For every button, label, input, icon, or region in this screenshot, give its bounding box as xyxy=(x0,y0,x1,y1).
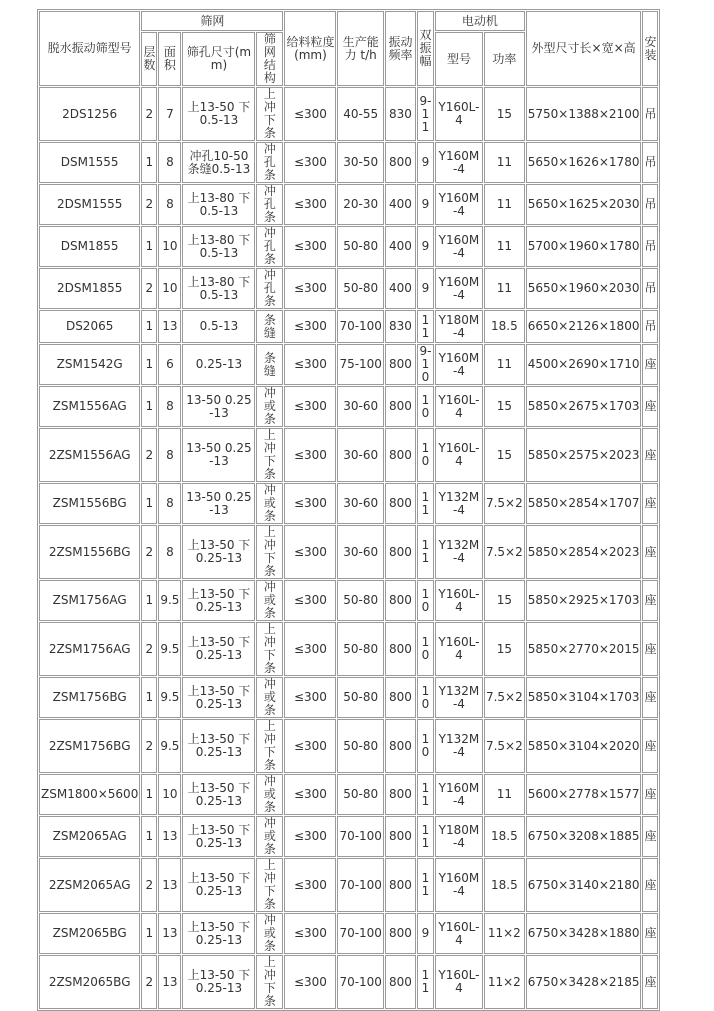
cell-frequency: 800 xyxy=(385,913,416,954)
cell-amplitude: 9 xyxy=(417,226,434,267)
cell-feed-size: ≤300 xyxy=(284,428,336,482)
header-area: 面积 xyxy=(158,32,181,86)
header-feed-size: 给料粒度(mm) xyxy=(284,11,336,86)
cell-dimensions: 4500×2690×1710 xyxy=(526,344,642,385)
cell-aperture: 13-50 0.25-13 xyxy=(182,428,255,482)
cell-motor-power: 15 xyxy=(484,386,525,427)
cell-motor-model: Y160M-4 xyxy=(435,142,483,183)
cell-area: 13 xyxy=(158,816,181,857)
cell-frequency: 800 xyxy=(385,858,416,912)
cell-aperture: 上13-50 下0.25-13 xyxy=(182,580,255,621)
cell-feed-size: ≤300 xyxy=(284,816,336,857)
header-motor: 电动机 xyxy=(435,11,525,31)
cell-capacity: 50-80 xyxy=(337,226,384,267)
cell-capacity: 70-100 xyxy=(337,913,384,954)
table-row xyxy=(39,184,658,225)
cell-aperture: 上13-50 下0.25-13 xyxy=(182,774,255,815)
cell-motor-model: Y160M-4 xyxy=(435,774,483,815)
cell-aperture: 上13-50 下0.25-13 xyxy=(182,525,255,579)
cell-amplitude: 11 xyxy=(417,483,434,524)
cell-layers: 2 xyxy=(141,858,157,912)
cell-structure: 上冲下条 xyxy=(256,955,283,1009)
cell-model: 2ZSM1556BG xyxy=(39,525,140,579)
cell-aperture: 上13-50 下0.25-13 xyxy=(182,913,255,954)
table-row xyxy=(39,677,658,718)
header-layers: 层数 xyxy=(141,32,157,86)
cell-capacity: 30-60 xyxy=(337,386,384,427)
cell-model: 2DSM1555 xyxy=(39,184,140,225)
cell-aperture: 上13-50 下0.25-13 xyxy=(182,955,255,1009)
cell-feed-size: ≤300 xyxy=(284,344,336,385)
cell-aperture: 0.5-13 xyxy=(182,310,255,343)
cell-amplitude: 11 xyxy=(417,310,434,343)
cell-dimensions: 5850×3104×1703 xyxy=(526,677,642,718)
cell-structure: 上冲下条 xyxy=(256,525,283,579)
cell-motor-power: 11×2 xyxy=(484,913,525,954)
cell-aperture: 上13-80 下0.5-13 xyxy=(182,268,255,309)
cell-capacity: 50-80 xyxy=(337,677,384,718)
cell-aperture: 0.25-13 xyxy=(182,344,255,385)
cell-model: 2ZSM2065BG xyxy=(39,955,140,1009)
cell-frequency: 400 xyxy=(385,226,416,267)
cell-dimensions: 5850×3104×2020 xyxy=(526,719,642,773)
cell-aperture: 13-50 0.25-13 xyxy=(182,483,255,524)
cell-motor-model: Y160L-4 xyxy=(435,386,483,427)
cell-install: 座 xyxy=(642,677,658,718)
cell-dimensions: 5600×2778×1577 xyxy=(526,774,642,815)
cell-layers: 1 xyxy=(141,913,157,954)
cell-area: 13 xyxy=(158,955,181,1009)
header-model: 脱水振动筛型号 xyxy=(39,11,140,86)
cell-feed-size: ≤300 xyxy=(284,774,336,815)
header-motor-model: 型号 xyxy=(435,32,483,86)
cell-aperture: 上13-50 下0.25-13 xyxy=(182,677,255,718)
cell-dimensions: 6750×3208×1885 xyxy=(526,816,642,857)
cell-model: ZSM2065AG xyxy=(39,816,140,857)
table-row xyxy=(39,87,658,141)
cell-model: ZSM1800×5600 xyxy=(39,774,140,815)
cell-frequency: 800 xyxy=(385,142,416,183)
cell-capacity: 75-100 xyxy=(337,344,384,385)
header-aperture: 筛孔尺寸(mm) xyxy=(182,32,255,86)
cell-model: ZSM1542G xyxy=(39,344,140,385)
cell-structure: 条缝 xyxy=(256,310,283,343)
cell-motor-model: Y160M-4 xyxy=(435,184,483,225)
cell-model: 2DS1256 xyxy=(39,87,140,141)
cell-structure: 上冲下条 xyxy=(256,858,283,912)
cell-feed-size: ≤300 xyxy=(284,184,336,225)
cell-motor-power: 11 xyxy=(484,184,525,225)
cell-dimensions: 6750×3140×2180 xyxy=(526,858,642,912)
cell-install: 座 xyxy=(642,580,658,621)
cell-frequency: 830 xyxy=(385,310,416,343)
cell-model: 2ZSM1556AG xyxy=(39,428,140,482)
cell-install: 吊 xyxy=(642,184,658,225)
cell-capacity: 50-80 xyxy=(337,622,384,676)
cell-frequency: 800 xyxy=(385,774,416,815)
table-row xyxy=(39,310,658,343)
cell-structure: 冲或条 xyxy=(256,483,283,524)
cell-motor-model: Y160L-4 xyxy=(435,428,483,482)
cell-motor-power: 7.5×2 xyxy=(484,719,525,773)
cell-motor-power: 15 xyxy=(484,622,525,676)
cell-amplitude: 10 xyxy=(417,719,434,773)
cell-amplitude: 11 xyxy=(417,525,434,579)
cell-layers: 1 xyxy=(141,816,157,857)
header-motor-power: 功率 xyxy=(484,32,525,86)
cell-structure: 条缝 xyxy=(256,344,283,385)
table-row xyxy=(39,525,658,579)
cell-capacity: 30-60 xyxy=(337,483,384,524)
cell-dimensions: 5750×1388×2100 xyxy=(526,87,642,141)
cell-model: DSM1555 xyxy=(39,142,140,183)
cell-structure: 冲或条 xyxy=(256,386,283,427)
cell-layers: 2 xyxy=(141,184,157,225)
cell-structure: 上冲下条 xyxy=(256,719,283,773)
table-row xyxy=(39,142,658,183)
cell-structure: 上冲下条 xyxy=(256,622,283,676)
cell-install: 座 xyxy=(642,816,658,857)
cell-feed-size: ≤300 xyxy=(284,268,336,309)
cell-install: 座 xyxy=(642,344,658,385)
cell-layers: 1 xyxy=(141,580,157,621)
cell-model: ZSM1756AG xyxy=(39,580,140,621)
cell-area: 13 xyxy=(158,913,181,954)
cell-dimensions: 5850×2675×1703 xyxy=(526,386,642,427)
table-row xyxy=(39,226,658,267)
table-row xyxy=(39,816,658,857)
cell-motor-power: 11 xyxy=(484,142,525,183)
cell-area: 13 xyxy=(158,310,181,343)
cell-feed-size: ≤300 xyxy=(284,580,336,621)
cell-aperture: 冲孔10-50 条缝0.5-13 xyxy=(182,142,255,183)
cell-amplitude: 11 xyxy=(417,955,434,1009)
table-row xyxy=(39,913,658,954)
cell-area: 8 xyxy=(158,525,181,579)
cell-frequency: 800 xyxy=(385,525,416,579)
cell-aperture: 上13-50 下0.25-13 xyxy=(182,719,255,773)
cell-frequency: 800 xyxy=(385,622,416,676)
cell-install: 吊 xyxy=(642,226,658,267)
cell-capacity: 50-80 xyxy=(337,774,384,815)
cell-motor-power: 18.5 xyxy=(484,816,525,857)
cell-layers: 2 xyxy=(141,268,157,309)
cell-structure: 冲孔条 xyxy=(256,142,283,183)
cell-capacity: 30-60 xyxy=(337,525,384,579)
cell-motor-model: Y160L-4 xyxy=(435,580,483,621)
cell-feed-size: ≤300 xyxy=(284,142,336,183)
cell-frequency: 800 xyxy=(385,816,416,857)
table-row xyxy=(39,622,658,676)
cell-motor-model: Y160M-4 xyxy=(435,268,483,309)
cell-area: 8 xyxy=(158,483,181,524)
cell-layers: 2 xyxy=(141,87,157,141)
table-row xyxy=(39,858,658,912)
cell-feed-size: ≤300 xyxy=(284,719,336,773)
cell-amplitude: 9 xyxy=(417,913,434,954)
cell-motor-model: Y160M-4 xyxy=(435,226,483,267)
cell-dimensions: 5850×2854×2023 xyxy=(526,525,642,579)
table-row xyxy=(39,580,658,621)
cell-motor-power: 11×2 xyxy=(484,955,525,1009)
cell-frequency: 800 xyxy=(385,483,416,524)
cell-structure: 上冲下条 xyxy=(256,87,283,141)
cell-layers: 1 xyxy=(141,774,157,815)
cell-capacity: 30-50 xyxy=(337,142,384,183)
table-row xyxy=(39,344,658,385)
cell-frequency: 800 xyxy=(385,344,416,385)
cell-capacity: 70-100 xyxy=(337,310,384,343)
cell-area: 9.5 xyxy=(158,677,181,718)
cell-motor-power: 7.5×2 xyxy=(484,525,525,579)
cell-install: 座 xyxy=(642,525,658,579)
cell-feed-size: ≤300 xyxy=(284,858,336,912)
cell-amplitude: 11 xyxy=(417,774,434,815)
cell-structure: 冲孔条 xyxy=(256,268,283,309)
cell-amplitude: 10 xyxy=(417,428,434,482)
cell-feed-size: ≤300 xyxy=(284,622,336,676)
cell-motor-power: 11 xyxy=(484,774,525,815)
cell-amplitude: 10 xyxy=(417,386,434,427)
table-row xyxy=(39,955,658,1009)
cell-area: 8 xyxy=(158,142,181,183)
cell-amplitude: 9 xyxy=(417,268,434,309)
cell-dimensions: 5700×1960×1780 xyxy=(526,226,642,267)
header-amplitude: 双振幅 xyxy=(417,11,434,86)
cell-motor-model: Y160M-4 xyxy=(435,344,483,385)
cell-motor-model: Y160L-4 xyxy=(435,955,483,1009)
cell-area: 6 xyxy=(158,344,181,385)
table-row xyxy=(39,483,658,524)
cell-amplitude: 10 xyxy=(417,580,434,621)
cell-install: 座 xyxy=(642,719,658,773)
cell-capacity: 40-55 xyxy=(337,87,384,141)
cell-capacity: 20-30 xyxy=(337,184,384,225)
cell-area: 10 xyxy=(158,268,181,309)
cell-install: 吊 xyxy=(642,142,658,183)
cell-motor-power: 18.5 xyxy=(484,858,525,912)
cell-area: 8 xyxy=(158,386,181,427)
cell-feed-size: ≤300 xyxy=(284,913,336,954)
cell-model: DS2065 xyxy=(39,310,140,343)
cell-structure: 上冲下条 xyxy=(256,428,283,482)
cell-layers: 1 xyxy=(141,677,157,718)
cell-aperture: 上13-80 下0.5-13 xyxy=(182,184,255,225)
cell-structure: 冲或条 xyxy=(256,677,283,718)
cell-dimensions: 6750×3428×1880 xyxy=(526,913,642,954)
cell-frequency: 400 xyxy=(385,268,416,309)
cell-area: 13 xyxy=(158,858,181,912)
cell-motor-power: 18.5 xyxy=(484,310,525,343)
cell-dimensions: 5850×2770×2015 xyxy=(526,622,642,676)
cell-feed-size: ≤300 xyxy=(284,386,336,427)
cell-amplitude: 11 xyxy=(417,858,434,912)
cell-feed-size: ≤300 xyxy=(284,226,336,267)
cell-dimensions: 5650×1625×2030 xyxy=(526,184,642,225)
cell-motor-model: Y160L-4 xyxy=(435,913,483,954)
cell-aperture: 上13-50 下0.25-13 xyxy=(182,622,255,676)
cell-install: 座 xyxy=(642,913,658,954)
cell-frequency: 800 xyxy=(385,677,416,718)
cell-dimensions: 6750×3428×2185 xyxy=(526,955,642,1009)
cell-layers: 2 xyxy=(141,525,157,579)
cell-motor-power: 11 xyxy=(484,226,525,267)
cell-install: 吊 xyxy=(642,87,658,141)
cell-feed-size: ≤300 xyxy=(284,955,336,1009)
cell-layers: 1 xyxy=(141,142,157,183)
cell-feed-size: ≤300 xyxy=(284,525,336,579)
cell-layers: 1 xyxy=(141,226,157,267)
cell-model: ZSM1556BG xyxy=(39,483,140,524)
cell-dimensions: 6650×2126×1800 xyxy=(526,310,642,343)
cell-layers: 1 xyxy=(141,310,157,343)
cell-install: 吊 xyxy=(642,268,658,309)
cell-model: 2DSM1855 xyxy=(39,268,140,309)
cell-layers: 2 xyxy=(141,622,157,676)
cell-install: 座 xyxy=(642,858,658,912)
cell-motor-model: Y160L-4 xyxy=(435,622,483,676)
header-row-top xyxy=(39,11,658,31)
header-structure: 筛网结构 xyxy=(256,32,283,86)
cell-motor-model: Y132M-4 xyxy=(435,719,483,773)
spec-table xyxy=(37,9,660,1011)
cell-amplitude: 9-10 xyxy=(417,344,434,385)
cell-install: 座 xyxy=(642,428,658,482)
table-body xyxy=(39,87,658,1009)
cell-structure: 冲孔条 xyxy=(256,226,283,267)
cell-install: 座 xyxy=(642,774,658,815)
cell-amplitude: 10 xyxy=(417,677,434,718)
cell-layers: 1 xyxy=(141,344,157,385)
header-screen: 筛网 xyxy=(141,11,283,31)
cell-model: 2ZSM1756AG xyxy=(39,622,140,676)
cell-frequency: 800 xyxy=(385,580,416,621)
cell-install: 座 xyxy=(642,386,658,427)
cell-structure: 冲或条 xyxy=(256,580,283,621)
cell-area: 10 xyxy=(158,774,181,815)
cell-layers: 2 xyxy=(141,428,157,482)
cell-motor-model: Y160M-4 xyxy=(435,858,483,912)
cell-feed-size: ≤300 xyxy=(284,677,336,718)
cell-dimensions: 5850×2575×2023 xyxy=(526,428,642,482)
cell-amplitude: 10 xyxy=(417,622,434,676)
cell-model: ZSM1556AG xyxy=(39,386,140,427)
cell-capacity: 70-100 xyxy=(337,955,384,1009)
cell-motor-power: 15 xyxy=(484,428,525,482)
cell-dimensions: 5650×1626×1780 xyxy=(526,142,642,183)
cell-dimensions: 5850×2925×1703 xyxy=(526,580,642,621)
cell-motor-model: Y132M-4 xyxy=(435,525,483,579)
cell-area: 9.5 xyxy=(158,719,181,773)
cell-amplitude: 9-11 xyxy=(417,87,434,141)
cell-capacity: 50-80 xyxy=(337,268,384,309)
cell-layers: 1 xyxy=(141,483,157,524)
header-capacity: 生产能力 t/h xyxy=(337,11,384,86)
cell-feed-size: ≤300 xyxy=(284,483,336,524)
cell-motor-model: Y180M-4 xyxy=(435,816,483,857)
cell-motor-model: Y180M-4 xyxy=(435,310,483,343)
cell-capacity: 70-100 xyxy=(337,816,384,857)
cell-aperture: 上13-80 下0.5-13 xyxy=(182,226,255,267)
cell-dimensions: 5650×1960×2030 xyxy=(526,268,642,309)
cell-motor-model: Y132M-4 xyxy=(435,677,483,718)
table-row xyxy=(39,268,658,309)
cell-motor-power: 15 xyxy=(484,580,525,621)
cell-layers: 1 xyxy=(141,386,157,427)
cell-motor-power: 11 xyxy=(484,344,525,385)
cell-install: 座 xyxy=(642,622,658,676)
header-dimensions: 外型尺寸长×宽×高 xyxy=(526,11,642,86)
cell-aperture: 13-50 0.25-13 xyxy=(182,386,255,427)
cell-motor-power: 11 xyxy=(484,268,525,309)
cell-model: ZSM1756BG xyxy=(39,677,140,718)
cell-structure: 冲或条 xyxy=(256,774,283,815)
cell-amplitude: 11 xyxy=(417,816,434,857)
cell-motor-power: 15 xyxy=(484,87,525,141)
cell-structure: 冲或条 xyxy=(256,816,283,857)
cell-area: 8 xyxy=(158,428,181,482)
cell-frequency: 830 xyxy=(385,87,416,141)
cell-area: 9.5 xyxy=(158,622,181,676)
cell-frequency: 800 xyxy=(385,386,416,427)
cell-aperture: 上13-50 下0.25-13 xyxy=(182,858,255,912)
cell-layers: 2 xyxy=(141,719,157,773)
cell-install: 座 xyxy=(642,483,658,524)
cell-capacity: 50-80 xyxy=(337,580,384,621)
cell-frequency: 800 xyxy=(385,955,416,1009)
cell-model: DSM1855 xyxy=(39,226,140,267)
header-install: 安装 xyxy=(642,11,658,86)
cell-motor-model: Y132M-4 xyxy=(435,483,483,524)
cell-frequency: 800 xyxy=(385,719,416,773)
cell-amplitude: 9 xyxy=(417,184,434,225)
cell-amplitude: 9 xyxy=(417,142,434,183)
cell-structure: 冲或条 xyxy=(256,913,283,954)
cell-layers: 2 xyxy=(141,955,157,1009)
cell-feed-size: ≤300 xyxy=(284,87,336,141)
cell-motor-model: Y160L-4 xyxy=(435,87,483,141)
cell-frequency: 800 xyxy=(385,428,416,482)
header-frequency: 振动频率 xyxy=(385,11,416,86)
cell-model: 2ZSM1756BG xyxy=(39,719,140,773)
cell-capacity: 70-100 xyxy=(337,858,384,912)
cell-structure: 冲孔条 xyxy=(256,184,283,225)
cell-capacity: 50-80 xyxy=(337,719,384,773)
table-row xyxy=(39,719,658,773)
cell-area: 8 xyxy=(158,184,181,225)
cell-capacity: 30-60 xyxy=(337,428,384,482)
cell-area: 9.5 xyxy=(158,580,181,621)
cell-motor-power: 7.5×2 xyxy=(484,483,525,524)
table-row xyxy=(39,428,658,482)
cell-dimensions: 5850×2854×1707 xyxy=(526,483,642,524)
cell-aperture: 上13-50 下0.5-13 xyxy=(182,87,255,141)
table-row xyxy=(39,774,658,815)
cell-model: 2ZSM2065AG xyxy=(39,858,140,912)
cell-area: 10 xyxy=(158,226,181,267)
cell-model: ZSM2065BG xyxy=(39,913,140,954)
cell-feed-size: ≤300 xyxy=(284,310,336,343)
cell-motor-power: 7.5×2 xyxy=(484,677,525,718)
table-row xyxy=(39,386,658,427)
cell-install: 吊 xyxy=(642,310,658,343)
cell-install: 座 xyxy=(642,955,658,1009)
cell-frequency: 400 xyxy=(385,184,416,225)
cell-aperture: 上13-50 下0.25-13 xyxy=(182,816,255,857)
cell-area: 7 xyxy=(158,87,181,141)
